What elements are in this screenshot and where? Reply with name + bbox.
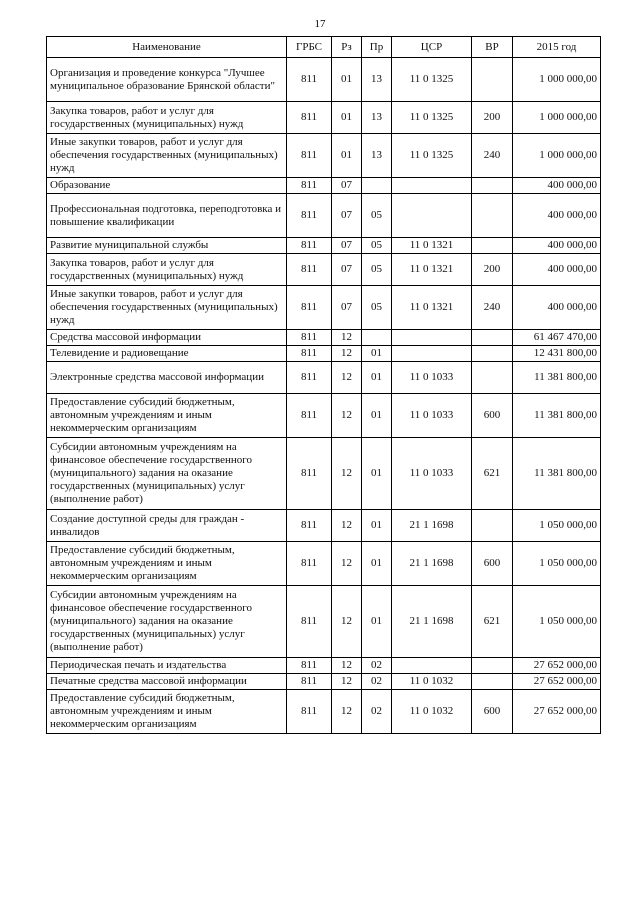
row-name: Закупка товаров, работ и услуг для государственных (муниципальных) нужд bbox=[47, 102, 287, 134]
table-row bbox=[47, 134, 601, 178]
row-pr: 01 bbox=[362, 394, 392, 438]
table-row bbox=[47, 346, 601, 362]
row-grbs: 811 bbox=[287, 102, 332, 134]
row-grbs: 811 bbox=[287, 254, 332, 286]
row-grbs: 811 bbox=[287, 346, 332, 362]
row-vr: 600 bbox=[472, 542, 513, 586]
row-grbs: 811 bbox=[287, 438, 332, 510]
table-row bbox=[47, 286, 601, 330]
row-csr: 21 1 1698 bbox=[392, 542, 472, 586]
row-rz: 07 bbox=[332, 238, 362, 254]
row-csr: 11 0 1033 bbox=[392, 438, 472, 510]
row-grbs: 811 bbox=[287, 394, 332, 438]
row-vr bbox=[472, 510, 513, 542]
row-csr: 11 0 1321 bbox=[392, 254, 472, 286]
row-grbs: 811 bbox=[287, 586, 332, 658]
row-name: Профессиональная подготовка, переподготовка и повышение квалификации bbox=[47, 194, 287, 238]
header-grbs: ГРБС bbox=[287, 37, 332, 58]
table-row bbox=[47, 330, 601, 346]
row-pr: 13 bbox=[362, 102, 392, 134]
row-name: Иные закупки товаров, работ и услуг для обеспечения государственных (муниципальных) нужд bbox=[47, 286, 287, 330]
row-rz: 07 bbox=[332, 254, 362, 286]
row-amount: 400 000,00 bbox=[513, 194, 601, 238]
row-csr: 11 0 1032 bbox=[392, 690, 472, 734]
table-row bbox=[47, 102, 601, 134]
row-rz: 12 bbox=[332, 362, 362, 394]
row-amount: 1 000 000,00 bbox=[513, 102, 601, 134]
row-csr bbox=[392, 658, 472, 674]
row-name: Средства массовой информации bbox=[47, 330, 287, 346]
row-amount: 1 050 000,00 bbox=[513, 510, 601, 542]
row-csr: 21 1 1698 bbox=[392, 510, 472, 542]
row-vr: 621 bbox=[472, 586, 513, 658]
row-name: Субсидии автономным учреждениям на финансовое обеспечение государственного (муниципального) задания на оказание государственных (муниципальных) услуг (выполнение работ) bbox=[47, 586, 287, 658]
row-vr bbox=[472, 362, 513, 394]
row-rz: 12 bbox=[332, 586, 362, 658]
row-amount: 400 000,00 bbox=[513, 178, 601, 194]
header-amount: 2015 год bbox=[513, 37, 601, 58]
header-csr: ЦСР bbox=[392, 37, 472, 58]
row-vr bbox=[472, 58, 513, 102]
table-row bbox=[47, 674, 601, 690]
row-pr bbox=[362, 178, 392, 194]
row-csr: 11 0 1321 bbox=[392, 286, 472, 330]
row-pr: 01 bbox=[362, 510, 392, 542]
row-rz: 12 bbox=[332, 658, 362, 674]
row-amount: 1 000 000,00 bbox=[513, 58, 601, 102]
row-rz: 07 bbox=[332, 178, 362, 194]
row-rz: 07 bbox=[332, 286, 362, 330]
row-pr: 13 bbox=[362, 134, 392, 178]
row-grbs: 811 bbox=[287, 690, 332, 734]
row-csr: 11 0 1325 bbox=[392, 58, 472, 102]
header-pr: Пр bbox=[362, 37, 392, 58]
row-pr: 02 bbox=[362, 674, 392, 690]
row-amount: 27 652 000,00 bbox=[513, 674, 601, 690]
header-name: Наименование bbox=[47, 37, 287, 58]
row-vr: 600 bbox=[472, 690, 513, 734]
row-amount: 27 652 000,00 bbox=[513, 658, 601, 674]
row-grbs: 811 bbox=[287, 134, 332, 178]
row-csr bbox=[392, 194, 472, 238]
row-name: Образование bbox=[47, 178, 287, 194]
row-rz: 12 bbox=[332, 690, 362, 734]
row-rz: 12 bbox=[332, 542, 362, 586]
table-row bbox=[47, 510, 601, 542]
row-pr: 02 bbox=[362, 658, 392, 674]
row-name: Предоставление субсидий бюджетным, автономным учреждениям и иным некоммерческим организациям bbox=[47, 690, 287, 734]
row-rz: 12 bbox=[332, 346, 362, 362]
row-vr: 600 bbox=[472, 394, 513, 438]
row-vr: 200 bbox=[472, 102, 513, 134]
budget-table bbox=[46, 36, 601, 734]
row-rz: 01 bbox=[332, 134, 362, 178]
row-pr bbox=[362, 330, 392, 346]
row-vr bbox=[472, 658, 513, 674]
row-grbs: 811 bbox=[287, 510, 332, 542]
row-grbs: 811 bbox=[287, 238, 332, 254]
row-pr: 01 bbox=[362, 346, 392, 362]
row-amount: 1 050 000,00 bbox=[513, 542, 601, 586]
row-vr: 200 bbox=[472, 254, 513, 286]
row-grbs: 811 bbox=[287, 330, 332, 346]
row-name: Иные закупки товаров, работ и услуг для обеспечения государственных (муниципальных) нужд bbox=[47, 134, 287, 178]
row-csr: 21 1 1698 bbox=[392, 586, 472, 658]
table-row bbox=[47, 362, 601, 394]
row-grbs: 811 bbox=[287, 658, 332, 674]
row-csr: 11 0 1033 bbox=[392, 362, 472, 394]
row-amount: 61 467 470,00 bbox=[513, 330, 601, 346]
row-pr: 05 bbox=[362, 238, 392, 254]
row-csr bbox=[392, 346, 472, 362]
row-csr: 11 0 1321 bbox=[392, 238, 472, 254]
table-row bbox=[47, 394, 601, 438]
row-name: Субсидии автономным учреждениям на финансовое обеспечение государственного (муниципального) задания на оказание государственных (муниципальных) услуг (выполнение работ) bbox=[47, 438, 287, 510]
row-name: Предоставление субсидий бюджетным, автономным учреждениям и иным некоммерческим организациям bbox=[47, 394, 287, 438]
row-vr bbox=[472, 346, 513, 362]
row-grbs: 811 bbox=[287, 194, 332, 238]
row-grbs: 811 bbox=[287, 674, 332, 690]
table-row bbox=[47, 194, 601, 238]
row-csr bbox=[392, 330, 472, 346]
row-grbs: 811 bbox=[287, 58, 332, 102]
row-vr: 240 bbox=[472, 134, 513, 178]
header-vr: ВР bbox=[472, 37, 513, 58]
row-vr: 240 bbox=[472, 286, 513, 330]
row-csr: 11 0 1325 bbox=[392, 102, 472, 134]
row-grbs: 811 bbox=[287, 286, 332, 330]
row-pr: 01 bbox=[362, 438, 392, 510]
row-rz: 12 bbox=[332, 510, 362, 542]
table-row bbox=[47, 254, 601, 286]
row-vr bbox=[472, 330, 513, 346]
row-rz: 12 bbox=[332, 674, 362, 690]
row-pr: 05 bbox=[362, 194, 392, 238]
header-rz: Рз bbox=[332, 37, 362, 58]
row-name: Печатные средства массовой информации bbox=[47, 674, 287, 690]
row-csr: 11 0 1033 bbox=[392, 394, 472, 438]
row-rz: 01 bbox=[332, 102, 362, 134]
row-vr bbox=[472, 674, 513, 690]
row-pr: 01 bbox=[362, 542, 392, 586]
page-number: 17 bbox=[314, 18, 326, 30]
row-vr bbox=[472, 178, 513, 194]
row-vr bbox=[472, 238, 513, 254]
row-rz: 07 bbox=[332, 194, 362, 238]
row-name: Организация и проведение конкурса "Лучшее муниципальное образование Брянской области" bbox=[47, 58, 287, 102]
row-name: Периодическая печать и издательства bbox=[47, 658, 287, 674]
row-amount: 11 381 800,00 bbox=[513, 362, 601, 394]
row-name: Создание доступной среды для граждан - инвалидов bbox=[47, 510, 287, 542]
row-rz: 12 bbox=[332, 394, 362, 438]
row-name: Развитие муниципальной службы bbox=[47, 238, 287, 254]
row-pr: 13 bbox=[362, 58, 392, 102]
table-row bbox=[47, 690, 601, 734]
row-vr: 621 bbox=[472, 438, 513, 510]
row-amount: 12 431 800,00 bbox=[513, 346, 601, 362]
row-amount: 11 381 800,00 bbox=[513, 438, 601, 510]
row-amount: 27 652 000,00 bbox=[513, 690, 601, 734]
row-amount: 11 381 800,00 bbox=[513, 394, 601, 438]
row-name: Предоставление субсидий бюджетным, автономным учреждениям и иным некоммерческим организациям bbox=[47, 542, 287, 586]
row-amount: 400 000,00 bbox=[513, 254, 601, 286]
row-grbs: 811 bbox=[287, 178, 332, 194]
row-pr: 01 bbox=[362, 362, 392, 394]
row-rz: 01 bbox=[332, 58, 362, 102]
row-pr: 05 bbox=[362, 254, 392, 286]
row-vr bbox=[472, 194, 513, 238]
row-pr: 05 bbox=[362, 286, 392, 330]
row-csr bbox=[392, 178, 472, 194]
table-row bbox=[47, 238, 601, 254]
table-header-row bbox=[47, 37, 601, 58]
row-name: Телевидение и радиовещание bbox=[47, 346, 287, 362]
table-row bbox=[47, 586, 601, 658]
row-amount: 400 000,00 bbox=[513, 238, 601, 254]
row-pr: 01 bbox=[362, 586, 392, 658]
row-csr: 11 0 1032 bbox=[392, 674, 472, 690]
row-rz: 12 bbox=[332, 438, 362, 510]
row-rz: 12 bbox=[332, 330, 362, 346]
row-amount: 1 000 000,00 bbox=[513, 134, 601, 178]
table-row bbox=[47, 658, 601, 674]
row-csr: 11 0 1325 bbox=[392, 134, 472, 178]
row-pr: 02 bbox=[362, 690, 392, 734]
row-grbs: 811 bbox=[287, 362, 332, 394]
table-row bbox=[47, 438, 601, 510]
row-name: Электронные средства массовой информации bbox=[47, 362, 287, 394]
table-row bbox=[47, 178, 601, 194]
row-grbs: 811 bbox=[287, 542, 332, 586]
row-amount: 400 000,00 bbox=[513, 286, 601, 330]
table-row bbox=[47, 542, 601, 586]
table-row bbox=[47, 58, 601, 102]
row-name: Закупка товаров, работ и услуг для государственных (муниципальных) нужд bbox=[47, 254, 287, 286]
row-amount: 1 050 000,00 bbox=[513, 586, 601, 658]
